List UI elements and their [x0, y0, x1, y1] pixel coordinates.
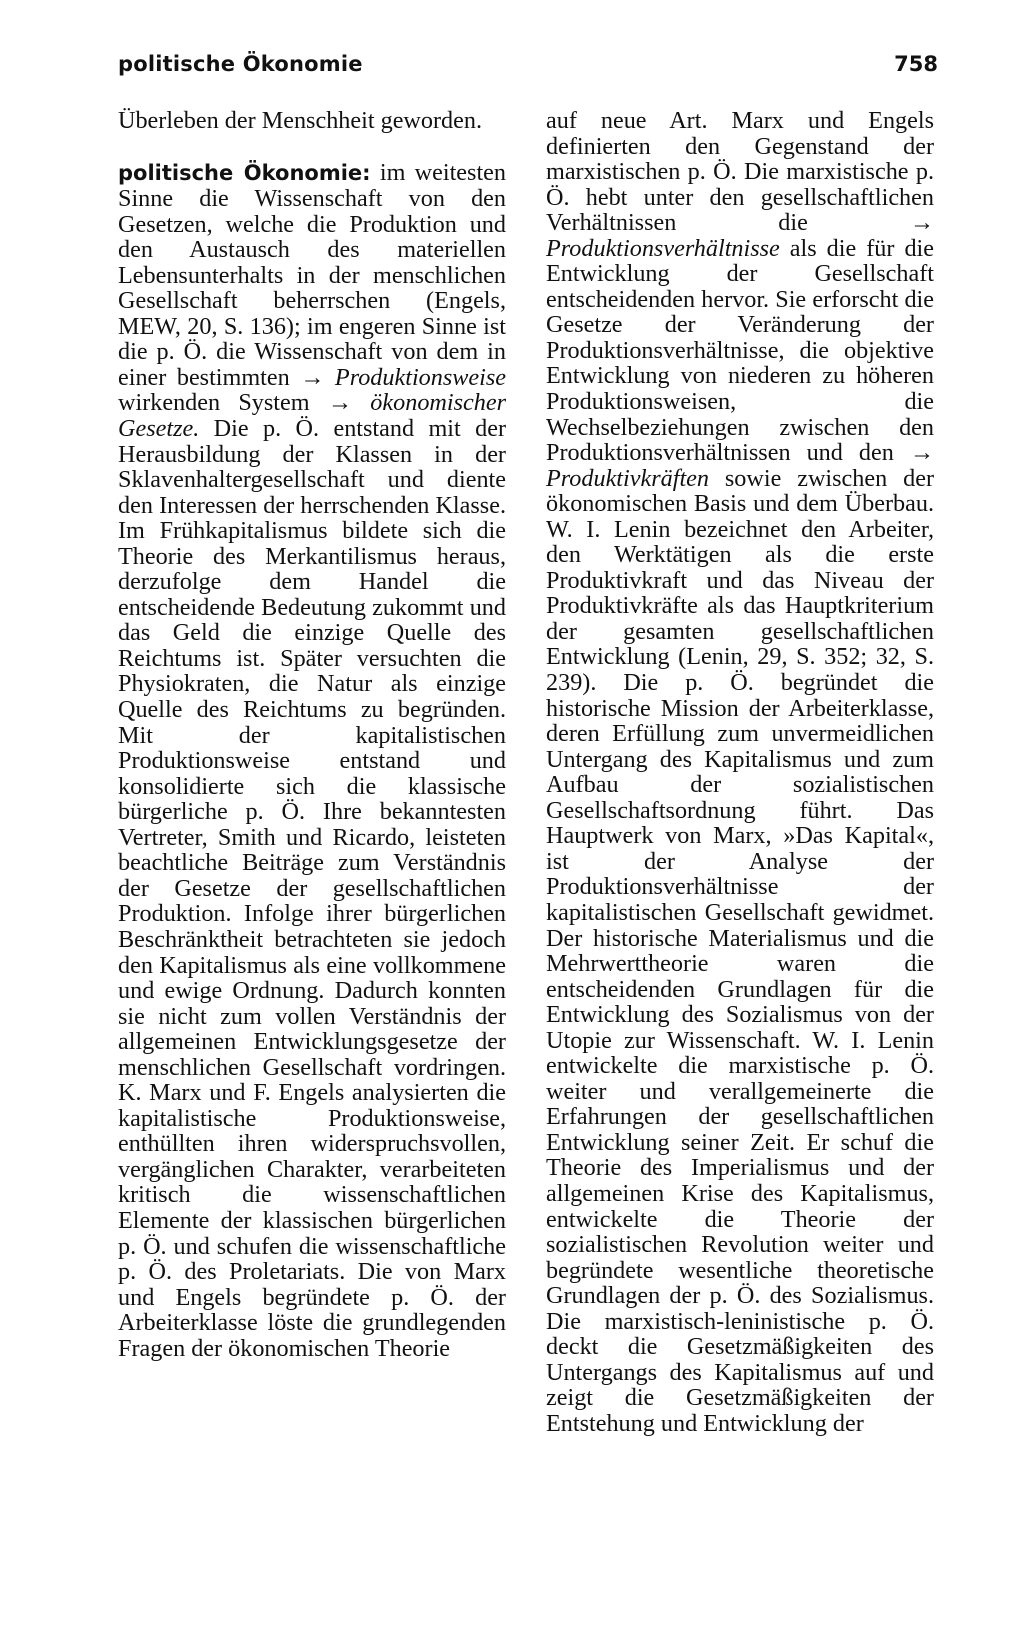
continuation-paragraph	[118, 108, 506, 134]
continuation-text: Überleben der Menschheit geworden.	[118, 107, 483, 134]
cross-reference-link[interactable]: Produktivkräften	[546, 464, 709, 492]
cross-reference-link[interactable]: ökonomischer Gesetze.	[118, 389, 506, 443]
entry-paragraph	[118, 160, 506, 1362]
cross-reference-link[interactable]: Produktionsverhältnisse	[546, 234, 780, 262]
entry-text-3: sowie zwischen der ökonomischen Basis und dem Überbau. W. I. Lenin bezeichnet den Arbeiter, den Werktätigen als die erste Produktivkraft und das Niveau der Produktivkräfte als das Hauptkriterium der gesamten gesellschaftlichen Entwicklung (Lenin, 29, S. 352; 32, S. 239). Die p. Ö. begründet die historische Mission der Arbeiterklasse, deren Erfüllung zum unvermeidlichen Untergang des Kapitalismus und zum Aufbau der sozialistischen Gesellschaftsordnung führt. Das Hauptwerk von Marx, »Das Kapital«, ist der Analyse der Produktionsverhältnisse der kapitalistischen Gesellschaft gewidmet. Der historische Materialismus und die Mehrwerttheorie waren die entscheidenden Grundlagen für die Entwicklung des Sozialismus von der Utopie zur Wissenschaft. W. I. Lenin entwickelte die marxistische p. Ö. weiter und verallgemeinerte die Erfahrungen der gesellschaftlichen Entwicklung seiner Zeit. Er schuf die Theorie des Imperialismus und der allgemeinen Krise des Kapitalismus, entwickelte die Theorie der sozialistischen Revolution weiter und begründete wesentliche theoretische Grundlagen der p. Ö. des Sozialismus. Die marxistisch-leninistische p. Ö. deckt die Gesetzmäßigkeiten des Untergangs des Kapitalismus auf und zeigt die Gesetzmäßigkeiten der Entstehung und Entwicklung der	[546, 464, 934, 1437]
entry-text-3: Die p. Ö. entstand mit der Herausbildung der Klassen in der Sklavenhaltergesellschaft und diente den Interessen der herrschenden Klasse. Im Frühkapitalismus bildete sich die Theorie des Merkantilismus heraus, derzufolge dem Handel die entscheidende Bedeutung zukommt und das Geld die einzige Quelle des Reichtums ist. Später versuchten die Physiokraten, die Natur als einzige Quelle des Reichtums zu begründen. Mit der kapitalistischen Produktionsweise entstand und konsolidierte sich die klassische bürgerliche p. Ö. Ihre bekanntesten Vertreter, Smith und Ricardo, leisteten beachtliche Beiträge zum Verständnis der Gesetze der gesellschaftlichen Produktion. Infolge ihrer bürgerlichen Beschränktheit betrachteten sie jedoch den Kapitalismus als eine vollkommene und ewige Ordnung. Dadurch konnten sie nicht zum vollen Verständnis der allgemeinen Entwicklungsgesetze der menschlichen Gesellschaft vordringen. K. Marx und F. Engels analysierten die kapitalistische Produktionsweise, enthüllten ihren widerspruchsvollen, vergänglichen Charakter, verarbeiteten kritisch die wissenschaftlichen Elemente der klassischen bürgerlichen p. Ö. und schufen die wissenschaftliche p. Ö. des Proletariats. Die von Marx und Engels begründete p. Ö. der Arbeiterklasse löste die grundlegenden Fragen der ökonomischen Theorie	[118, 415, 506, 1362]
left-column	[118, 108, 506, 1361]
entry-text-2: wirkenden System	[118, 389, 328, 417]
entry-text-1: auf neue Art. Marx und Engels definierten den Gegenstand der marxistischen p. Ö. Die marxistische p. Ö. hebt unter den gesellschaftlichen Verhältnissen die	[546, 107, 934, 237]
running-header	[118, 52, 938, 92]
cross-reference-link[interactable]: Produktionsweise	[334, 363, 507, 391]
running-head-title: politische Ökonomie	[118, 52, 363, 76]
entry-headword: politische Ökonomie:	[118, 160, 371, 185]
cross-reference-arrow: →	[327, 389, 371, 417]
entry-text-2: als die für die Entwicklung der Gesellschaft entscheidenden hervor. Sie erforscht die Gesetze der Veränderung der Produktionsverhältnisse, die objektive Entwicklung von niederen zu höheren Produktionsweisen, die Wechselbeziehungen zwischen den Produktionsverhältnissen und den	[546, 234, 934, 467]
cross-reference-arrow: →	[909, 439, 934, 467]
page-number: 758	[894, 52, 938, 76]
cross-reference-arrow: →	[300, 363, 335, 391]
right-column	[546, 108, 934, 1436]
cross-reference-arrow: →	[909, 209, 934, 237]
entry-paragraph-continued	[546, 108, 934, 1436]
entry-text-1: im weitesten Sinne die Wissenschaft von den Gesetzen, welche die Produktion und den Austausch des materiellen Lebensunterhalts in der menschlichen Gesellschaft beherrschen (Engels, MEW, 20, S. 136); im engeren Sinne ist die p. Ö. die Wissenschaft von dem in einer bestimmten	[118, 158, 506, 391]
